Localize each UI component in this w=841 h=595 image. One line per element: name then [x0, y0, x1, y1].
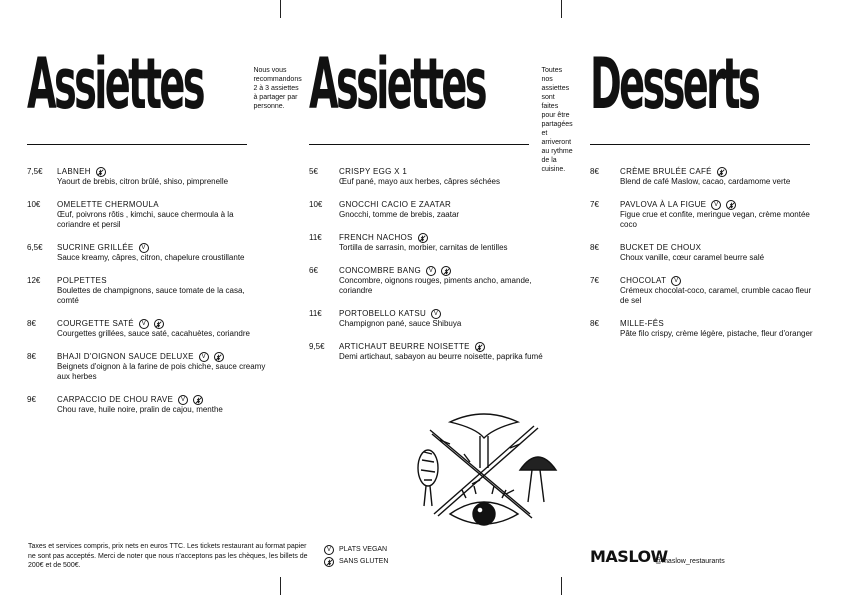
divider — [309, 144, 529, 145]
menu-item-name-row — [339, 233, 549, 243]
legend-gluten-free-label: SANS GLUTEN — [339, 558, 389, 565]
gluten-free-icon — [214, 352, 224, 362]
menu-item — [309, 309, 549, 329]
gluten-free-icon — [324, 557, 334, 567]
menu-item-price: 6€ — [309, 266, 318, 275]
menu-item-description: Figue crue et confite, meringue vegan, crème montée coco — [620, 210, 810, 229]
divider — [590, 144, 810, 145]
menu-item-name: CARPACCIO DE CHOU RAVE — [57, 395, 174, 404]
social-handle: @maslow_restaurants — [655, 558, 725, 565]
menu-item — [27, 276, 267, 306]
menu-item — [590, 276, 815, 306]
menu-item-name: OMELETTE CHERMOULA — [57, 200, 159, 209]
menu-item-name-row — [57, 200, 267, 210]
vegan-icon: V — [178, 395, 188, 405]
menu-item — [309, 233, 549, 253]
menu-item-price: 7€ — [590, 200, 599, 209]
menu-item — [27, 243, 267, 263]
menu-item-description: Œuf, poivrons rôtis , kimchi, sauce chermoula à la coriandre et persil — [57, 210, 234, 229]
menu-item-description: Beignets d'oignon à la farine de pois chiche, sauce creamy aux herbes — [57, 362, 266, 381]
divider — [27, 144, 247, 145]
menu-item-name-row — [620, 200, 815, 210]
menu-column-assiettes-2 — [309, 41, 573, 375]
section-title: Desserts — [590, 41, 759, 125]
vegan-icon: V — [711, 200, 721, 210]
vegan-icon: V — [139, 319, 149, 329]
menu-item-name: LABNEH — [57, 167, 91, 176]
gluten-free-icon — [96, 167, 106, 177]
menu-item — [590, 200, 815, 230]
menu-item — [27, 200, 267, 230]
menu-item-description: Chou rave, huile noire, pralin de cajou, menthe — [57, 405, 223, 414]
menu-item-description: Concombre, oignons rouges, piments ancho, amande, coriandre — [339, 276, 532, 295]
menu-item-name-row — [57, 352, 267, 362]
menu-item-price: 7,5€ — [27, 167, 43, 176]
menu-item — [309, 200, 549, 220]
menu-item-price: 5€ — [309, 167, 318, 176]
menu-item-name-row — [620, 319, 815, 329]
gluten-free-icon — [441, 266, 451, 276]
menu-item-name-row — [339, 342, 549, 352]
section-note: Nous vous recommandons 2 à 3 assiettes à partager par personne. — [253, 67, 302, 110]
menu-item-description: Pâte filo crispy, crème légère, pistache, fleur d'oranger — [620, 329, 813, 338]
menu-item-name-row — [339, 200, 549, 210]
menu-item-price: 10€ — [27, 200, 41, 209]
menu-item-price: 8€ — [590, 319, 599, 328]
menu-item-name: CRÈME BRULÉE CAFÉ — [620, 167, 712, 176]
menu-item-name: BUCKET DE CHOUX — [620, 243, 702, 252]
gluten-free-icon — [475, 342, 485, 352]
menu-item-description: Gnocchi, tomme de brebis, zaatar — [339, 210, 460, 219]
fold-mark — [561, 0, 562, 18]
mushroom-eye-illustration — [410, 410, 558, 534]
menu-item — [309, 266, 549, 296]
eye-icon — [473, 503, 495, 525]
menu-item-description: Sauce kreamy, câpres, citron, chapelure croustillante — [57, 253, 245, 262]
menu-list — [309, 167, 549, 362]
menu-item — [590, 319, 815, 339]
section-title: Assiettes — [27, 41, 203, 125]
menu-item-name-row — [620, 167, 815, 177]
menu-item-name-row — [57, 167, 267, 177]
gluten-free-icon — [726, 200, 736, 210]
menu-item-name-row — [339, 167, 549, 177]
menu-item-description: Œuf pané, mayo aux herbes, câpres séchées — [339, 177, 500, 186]
menu-item-price: 11€ — [309, 309, 322, 318]
section-note: Toutes nos assiettes sont faites pour être partagées et arriveront au rythme de la cuisine. — [541, 67, 573, 173]
menu-item-name: SUCRINE GRILLÉE — [57, 243, 134, 252]
menu-item-name: COURGETTE SATÉ — [57, 319, 134, 328]
menu-item-name: CONCOMBRE BANG — [339, 266, 421, 275]
gluten-free-icon — [193, 395, 203, 405]
menu-item-price: 8€ — [590, 243, 599, 252]
diet-legend — [324, 544, 388, 568]
fold-mark — [280, 577, 281, 595]
menu-item-name: POLPETTES — [57, 276, 107, 285]
menu-item-name: CRISPY EGG X 1 — [339, 167, 408, 176]
gluten-free-icon — [717, 167, 727, 177]
menu-item-price: 9€ — [27, 395, 36, 404]
fold-mark — [280, 0, 281, 18]
brand-logo: MASLOW — [590, 547, 668, 566]
menu-item-price: 6,5€ — [27, 243, 43, 252]
menu-item — [309, 342, 549, 362]
menu-item-price: 8€ — [590, 167, 599, 176]
menu-list — [27, 167, 267, 415]
menu-item-name: ARTICHAUT BEURRE NOISETTE — [339, 342, 470, 351]
menu-item-name-row — [620, 243, 815, 253]
menu-item-price: 7€ — [590, 276, 599, 285]
menu-item-name-row — [339, 266, 549, 276]
menu-item-description: Champignon pané, sauce Shibuya — [339, 319, 462, 328]
menu-item-name: BHAJI D'OIGNON SAUCE DELUXE — [57, 352, 194, 361]
menu-item-price: 10€ — [309, 200, 323, 209]
menu-item-name-row — [57, 395, 267, 405]
menu-item — [27, 352, 267, 382]
menu-item-description: Demi artichaut, sabayon au beurre noisette, paprika fumé — [339, 352, 543, 361]
fold-mark — [561, 577, 562, 595]
menu-item-description: Courgettes grillées, sauce saté, cacahuètes, coriandre — [57, 329, 250, 338]
menu-item-price: 8€ — [27, 319, 36, 328]
vegan-icon: V — [324, 545, 334, 555]
menu-item-description: Yaourt de brebis, citron brûlé, shiso, pimprenelle — [57, 177, 229, 186]
menu-item — [309, 167, 549, 187]
menu-column-desserts — [590, 41, 815, 352]
menu-item-name-row — [339, 309, 549, 319]
vegan-icon: V — [199, 352, 209, 362]
menu-item-price: 8€ — [27, 352, 36, 361]
menu-item-description: Blend de café Maslow, cacao, cardamome verte — [620, 177, 791, 186]
menu-item-name: CHOCOLAT — [620, 276, 667, 285]
menu-item-name: FRENCH NACHOS — [339, 233, 413, 242]
menu-item-price: 9,5€ — [309, 342, 325, 351]
menu-item-price: 11€ — [309, 233, 322, 242]
menu-item — [590, 167, 815, 187]
vegan-icon: V — [671, 276, 681, 286]
menu-item — [27, 395, 267, 415]
menu-item-name: GNOCCHI CACIO E ZAATAR — [339, 200, 452, 209]
menu-list — [590, 167, 815, 339]
menu-item-description: Choux vanille, cœur caramel beurre salé — [620, 253, 765, 262]
menu-item — [27, 319, 267, 339]
menu-item-name-row — [57, 319, 267, 329]
vegan-icon: V — [139, 243, 149, 253]
gluten-free-icon — [418, 233, 428, 243]
menu-item — [590, 243, 815, 263]
menu-item-name: MILLE-FÊS — [620, 319, 665, 328]
menu-item-name-row — [57, 276, 267, 286]
section-title: Assiettes — [309, 41, 485, 125]
menu-item-description: Crémeux chocolat-coco, caramel, crumble cacao fleur de sel — [620, 286, 812, 305]
vegan-icon: V — [431, 309, 441, 319]
footer-legal-note: Taxes et services compris, prix nets en euros TTC. Les tickets restaurant au format papier ne sont pas acceptés. Merci de noter que nous n'acceptons pas les chèques, les billets de 200€ et de 500€. — [28, 543, 308, 569]
legend-vegan-label: PLATS VEGAN — [339, 546, 388, 553]
menu-item-name-row — [620, 276, 815, 286]
menu-item-description: Boulettes de champignons, sauce tomate de la casa, comté — [57, 286, 245, 305]
menu-item-description: Tortilla de sarrasin, morbier, carnitas de lentilles — [339, 243, 508, 252]
menu-item-name: PAVLOVA À LA FIGUE — [620, 200, 707, 209]
menu-column-assiettes-1 — [27, 41, 302, 428]
vegan-icon: V — [426, 266, 436, 276]
menu-item — [27, 167, 267, 187]
menu-item-name: PORTOBELLO KATSU — [339, 309, 427, 318]
menu-item-name-row — [57, 243, 267, 253]
gluten-free-icon — [154, 319, 164, 329]
menu-item-price: 12€ — [27, 276, 41, 285]
